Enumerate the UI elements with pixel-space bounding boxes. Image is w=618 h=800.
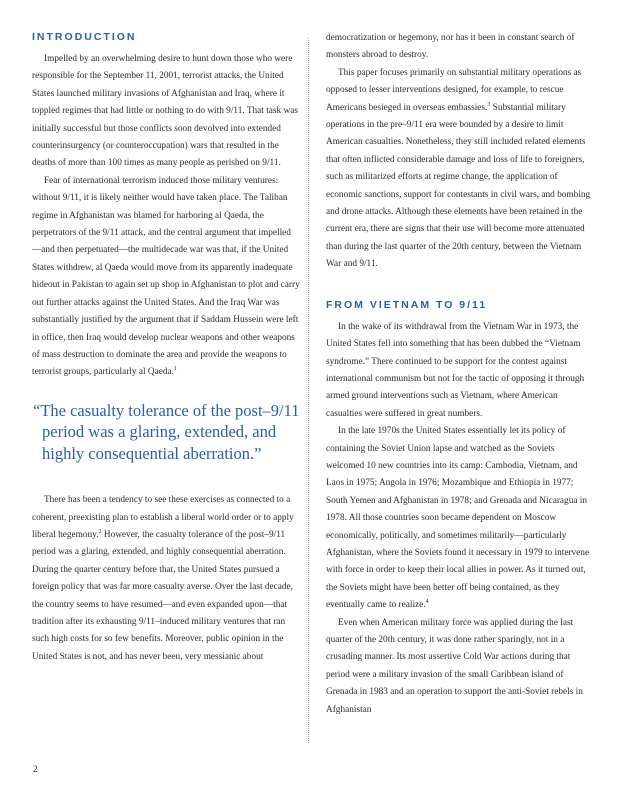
paragraph-text: However, the casualty tolerance of the post–9/11 period was a glaring, extended, and highly consequential aberration. During the quarter century before that, the United States pursued a foreign policy that was far more casualty averse. Over the last decade, the country seems to have resumed—and even expanded upon—that tradition after its exhausting 9/11–induced military ventures that ran such high costs for so few benefits. Moreover, public opinion in the United States is not, and has never been, very messianic about xyxy=(32,530,293,662)
paragraph-intro-2 xyxy=(32,173,300,382)
right-column xyxy=(326,30,594,719)
footnote-marker: 2 xyxy=(98,528,102,535)
footnote-marker: 4 xyxy=(425,599,429,606)
footnote-marker: 1 xyxy=(173,366,177,373)
paragraph-text: There has been a tendency to see these exercises as connected to a coherent, preexisting plan to establish a liberal world order or to apply liberal hegemony. xyxy=(32,495,294,541)
paragraph-continued: democratization or hegemony, nor has it been in constant search of monsters abroad to destroy. xyxy=(326,33,575,61)
column-divider xyxy=(308,38,309,743)
paragraph-vietnam-1: In the wake of its withdrawal from the Vietnam War in 1973, the United States fell into something that has been dubbed the “Vietnam syndrome.” There continued to be support for the contest against international communism but not for the tactic of opposing it through armed ground interventions such as Vietnam, where American casualties were suffered in great numbers. xyxy=(326,321,585,419)
paragraph-text: This paper focuses primarily on substantial military operations as opposed to lesser interventions designed, for example, to rescue Americans besieged in overseas embassies. xyxy=(326,67,582,113)
paragraph-intro-1: Impelled by an overwhelming desire to hunt down those who were responsible for the September 11, 2001, terrorist attacks, the United States launched military invasions of Afghanistan and Iraq, where it toppled regimes that had little or nothing to do with 9/11. That task was initially successful but those conflicts soon devolved into extended counterinsurgency (or counteroccupation) wars that resulted in the deaths of more than 100 times as many people as perished on 9/11. xyxy=(32,54,298,169)
section-heading-vietnam: FROM VIETNAM TO 9/11 xyxy=(326,298,488,311)
paragraph-text: In the late 1970s the United States essentially let its policy of containing the Soviet Union lapse and watched as the Soviets welcomed 10 new countries into its camp: Cambodia, Vietnam, and Laos in 1975; Angola in 1976; Mozambique and Ethiopia in 1977; South Yemen and Afghanistan in 1978; and Grenada and Nicaragua in 1978. All those countries soon became dependent on Moscow economically, politically, and sometimes militarily—particularly Afghanistan, where the Soviets found it necessary in 1979 to intervene with force in order to keep their local allies in power. As it turned out, the Soviets might have been better off being contained, as they eventually came to realize. xyxy=(326,426,590,611)
paragraph-text: Fear of international terrorism induced those military ventures: without 9/11, it is likely neither would have taken place. The Taliban regime in Afghanistan was blamed for harboring al Qaeda, the perpetrators of the 9/11 attack, and the central argument that impelled—and then perpetuated—the multidecade war was that, if the United States withdrew, al Qaeda would move from its apparently inadequate hideout in Pakistan to again set up shop in Afghanistan to plot and carry out further attacks against the United States. And the Iraq War was substantially justified by the argument that if Saddam Hussein were left in office, then Iraq would develop nuclear weapons and other weapons of mass destruction to dominate the area and provide the weapons to terrorist groups, particularly al Qaeda. xyxy=(32,175,300,378)
paragraph-text: Substantial military operations in the pre–9/11 era were bounded by a desire to limit American casualties. Nonetheless, they still included related elements that often inflicted considerable damage and loss of life to foreigners, such as militarized efforts at regime change, the application of economic sanctions, support for contestants in civil wars, and bombing and drone attacks. Although these elements have been retained in the current era, there are signs that their use will become more attenuated than during the last quarter of the 20th century, between the Vietnam War and 9/11. xyxy=(326,102,591,270)
paragraph-vietnam-3: Even when American military force was applied during the last quarter of the 20th century, it was done rather sparingly, not in a crusading manner. Its most assertive Cold War actions during that period were a military invasion of the small Caribbean island of Grenada in 1983 and an operation to support the anti-Soviet rebels in Afghanistan xyxy=(326,617,583,715)
pull-quote: “The casualty tolerance of the post–9/11 period was a glaring, extended, and highly consequential aberration.” xyxy=(33,400,300,463)
left-column xyxy=(32,30,300,666)
paragraph-intro-3 xyxy=(32,492,300,666)
paragraph-vietnam-2 xyxy=(326,423,594,614)
section-heading-introduction: INTRODUCTION xyxy=(32,31,137,43)
paragraph-focus xyxy=(326,65,594,274)
page-number: 2 xyxy=(33,765,38,775)
section-gap xyxy=(326,274,594,298)
footnote-marker: 3 xyxy=(487,101,491,108)
